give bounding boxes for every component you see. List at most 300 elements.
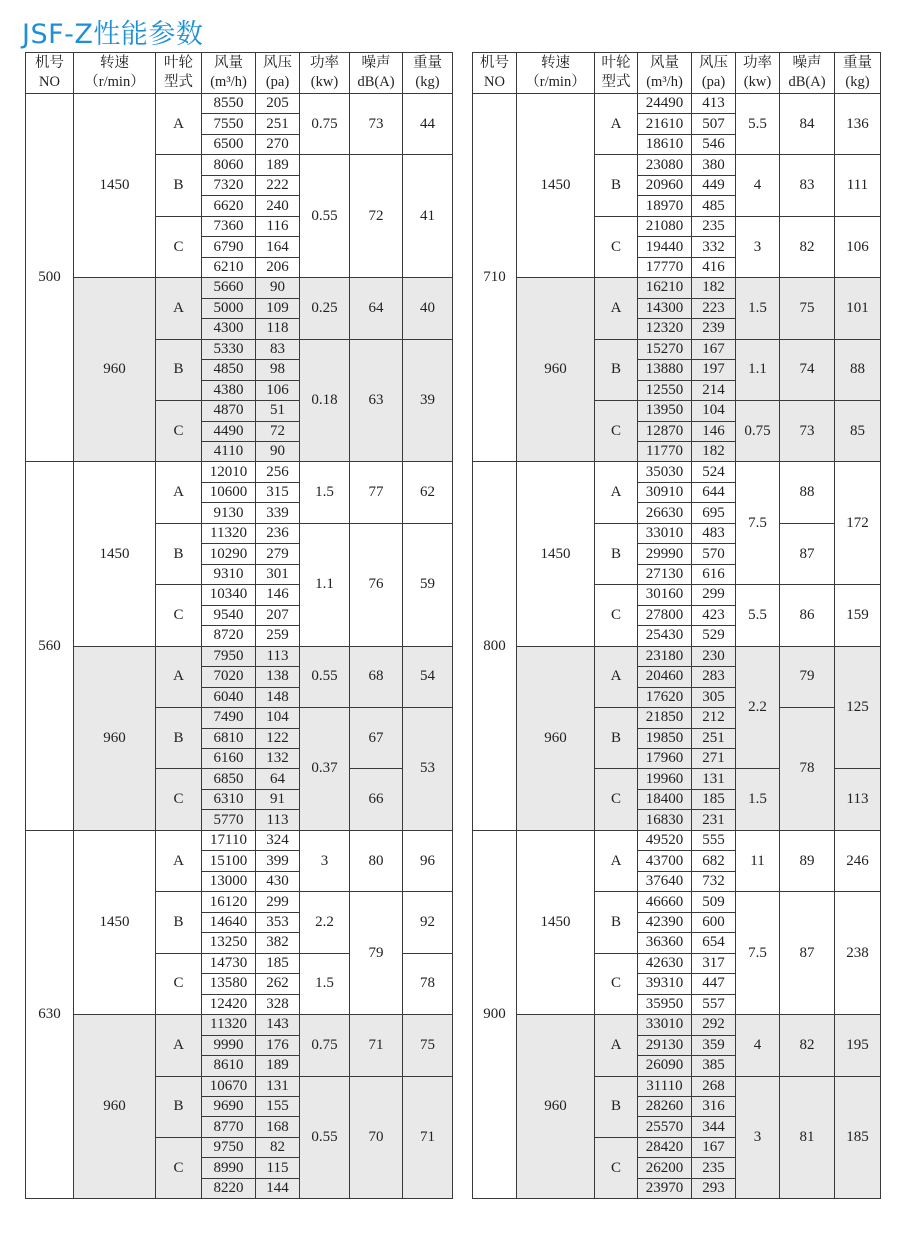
air-flow-cell: 26630: [638, 503, 692, 523]
impeller-type-cell: C: [595, 953, 638, 1014]
air-pressure-cell: 236: [256, 523, 300, 543]
speed-cell: 960: [74, 1015, 156, 1199]
header-row: [26, 53, 453, 94]
air-flow-cell: 13950: [638, 401, 692, 421]
weight-cell: 113: [835, 769, 881, 830]
power-cell: 0.75: [300, 94, 350, 155]
air-pressure-cell: 416: [692, 257, 736, 277]
air-flow-cell: 6810: [202, 728, 256, 748]
noise-cell: 75: [780, 278, 835, 339]
air-flow-cell: 8610: [202, 1056, 256, 1076]
air-flow-cell: 11320: [202, 523, 256, 543]
air-pressure-cell: 98: [256, 360, 300, 380]
air-pressure-cell: 279: [256, 544, 300, 564]
air-pressure-cell: 413: [692, 94, 736, 114]
power-cell: 0.37: [300, 708, 350, 831]
impeller-type-cell: B: [156, 892, 202, 953]
noise-cell: 84: [780, 94, 835, 155]
impeller-type-cell: C: [156, 216, 202, 277]
noise-cell: 79: [780, 646, 835, 707]
impeller-type-cell: A: [595, 830, 638, 891]
impeller-type-cell: C: [156, 401, 202, 462]
impeller-type-cell: A: [156, 830, 202, 891]
header-air-pressure: 风压 (pa): [256, 53, 300, 94]
impeller-type-cell: B: [156, 155, 202, 216]
header-power: 功率 (kw): [736, 53, 780, 94]
impeller-type-cell: B: [595, 523, 638, 584]
air-flow-cell: 13000: [202, 871, 256, 891]
air-flow-cell: 30160: [638, 585, 692, 605]
air-pressure-cell: 299: [692, 585, 736, 605]
air-pressure-cell: 507: [692, 114, 736, 134]
noise-cell: 71: [350, 1015, 403, 1076]
weight-cell: 44: [403, 94, 453, 155]
power-cell: 1.5: [300, 462, 350, 523]
air-flow-cell: 33010: [638, 523, 692, 543]
speed-cell: 1450: [74, 830, 156, 1014]
air-pressure-cell: 122: [256, 728, 300, 748]
header-noise: 噪声 dB(A): [350, 53, 403, 94]
air-pressure-cell: 317: [692, 953, 736, 973]
table-row: [473, 1015, 881, 1035]
air-pressure-cell: 104: [692, 401, 736, 421]
machine-no-cell: 500: [26, 94, 74, 462]
air-flow-cell: 13580: [202, 974, 256, 994]
power-cell: 0.55: [300, 1076, 350, 1199]
air-pressure-cell: 293: [692, 1178, 736, 1198]
machine-no-cell: 710: [473, 94, 517, 462]
air-pressure-cell: 116: [256, 216, 300, 236]
air-pressure-cell: 231: [692, 810, 736, 830]
impeller-type-cell: B: [595, 708, 638, 769]
air-flow-cell: 7320: [202, 175, 256, 195]
air-flow-cell: 19850: [638, 728, 692, 748]
impeller-type-cell: A: [595, 646, 638, 707]
air-pressure-cell: 268: [692, 1076, 736, 1096]
weight-cell: 54: [403, 646, 453, 707]
air-flow-cell: 35950: [638, 994, 692, 1014]
weight-cell: 185: [835, 1076, 881, 1199]
air-pressure-cell: 380: [692, 155, 736, 175]
weight-cell: 40: [403, 278, 453, 339]
air-flow-cell: 9540: [202, 605, 256, 625]
air-flow-cell: 23080: [638, 155, 692, 175]
air-flow-cell: 6310: [202, 789, 256, 809]
air-pressure-cell: 305: [692, 687, 736, 707]
noise-cell: 74: [780, 339, 835, 400]
air-pressure-cell: 72: [256, 421, 300, 441]
air-pressure-cell: 654: [692, 933, 736, 953]
air-flow-cell: 43700: [638, 851, 692, 871]
weight-cell: 85: [835, 401, 881, 462]
air-pressure-cell: 207: [256, 605, 300, 625]
air-flow-cell: 27800: [638, 605, 692, 625]
air-flow-cell: 17110: [202, 830, 256, 850]
weight-cell: 92: [403, 892, 453, 953]
air-flow-cell: 42390: [638, 912, 692, 932]
weight-cell: 75: [403, 1015, 453, 1076]
air-flow-cell: 23970: [638, 1178, 692, 1198]
air-pressure-cell: 449: [692, 175, 736, 195]
power-cell: 5.5: [736, 94, 780, 155]
impeller-type-cell: A: [595, 94, 638, 155]
power-cell: 1.5: [736, 769, 780, 830]
air-flow-cell: 6620: [202, 196, 256, 216]
power-cell: 0.75: [736, 401, 780, 462]
noise-cell: 87: [780, 892, 835, 1015]
air-flow-cell: 7550: [202, 114, 256, 134]
air-pressure-cell: 168: [256, 1117, 300, 1137]
air-flow-cell: 18610: [638, 134, 692, 154]
impeller-type-cell: A: [156, 462, 202, 523]
header-weight: 重量 (kg): [835, 53, 881, 94]
power-cell: 0.25: [300, 278, 350, 339]
air-pressure-cell: 167: [692, 339, 736, 359]
air-flow-cell: 10600: [202, 482, 256, 502]
header-machine-no: 机号 NO: [26, 53, 74, 94]
air-pressure-cell: 732: [692, 871, 736, 891]
air-flow-cell: 5660: [202, 278, 256, 298]
air-flow-cell: 25570: [638, 1117, 692, 1137]
air-pressure-cell: 270: [256, 134, 300, 154]
noise-cell: 79: [350, 892, 403, 1015]
header-speed: 转速 （r/min）: [74, 53, 156, 94]
air-flow-cell: 8990: [202, 1158, 256, 1178]
air-flow-cell: 8550: [202, 94, 256, 114]
header-air-flow: 风量 (m³/h): [202, 53, 256, 94]
air-flow-cell: 18400: [638, 789, 692, 809]
speed-cell: 960: [74, 646, 156, 830]
air-pressure-cell: 557: [692, 994, 736, 1014]
noise-cell: 81: [780, 1076, 835, 1199]
air-pressure-cell: 206: [256, 257, 300, 277]
performance-table-left: [25, 52, 453, 1199]
air-pressure-cell: 644: [692, 482, 736, 502]
air-pressure-cell: 182: [692, 278, 736, 298]
power-cell: 2.2: [300, 892, 350, 953]
air-pressure-cell: 339: [256, 503, 300, 523]
air-pressure-cell: 185: [256, 953, 300, 973]
air-pressure-cell: 259: [256, 626, 300, 646]
air-pressure-cell: 423: [692, 605, 736, 625]
air-flow-cell: 16210: [638, 278, 692, 298]
air-pressure-cell: 185: [692, 789, 736, 809]
weight-cell: 41: [403, 155, 453, 278]
air-flow-cell: 37640: [638, 871, 692, 891]
air-pressure-cell: 328: [256, 994, 300, 1014]
air-pressure-cell: 332: [692, 237, 736, 257]
air-flow-cell: 8060: [202, 155, 256, 175]
machine-no-cell: 800: [473, 462, 517, 830]
air-pressure-cell: 205: [256, 94, 300, 114]
machine-no-cell: 560: [26, 462, 74, 830]
air-flow-cell: 12320: [638, 319, 692, 339]
air-pressure-cell: 616: [692, 564, 736, 584]
air-pressure-cell: 483: [692, 523, 736, 543]
air-flow-cell: 6210: [202, 257, 256, 277]
air-pressure-cell: 509: [692, 892, 736, 912]
table-row: [473, 278, 881, 298]
air-flow-cell: 13880: [638, 360, 692, 380]
air-flow-cell: 8220: [202, 1178, 256, 1198]
speed-cell: 960: [517, 1015, 595, 1199]
air-flow-cell: 6850: [202, 769, 256, 789]
air-flow-cell: 16120: [202, 892, 256, 912]
air-pressure-cell: 148: [256, 687, 300, 707]
air-pressure-cell: 118: [256, 319, 300, 339]
air-pressure-cell: 695: [692, 503, 736, 523]
power-cell: 7.5: [736, 462, 780, 585]
air-flow-cell: 12870: [638, 421, 692, 441]
impeller-type-cell: C: [595, 401, 638, 462]
air-flow-cell: 27130: [638, 564, 692, 584]
air-pressure-cell: 256: [256, 462, 300, 482]
impeller-type-cell: A: [156, 1015, 202, 1076]
power-cell: 7.5: [736, 892, 780, 1015]
air-flow-cell: 9310: [202, 564, 256, 584]
noise-cell: 78: [780, 708, 835, 831]
air-flow-cell: 17960: [638, 749, 692, 769]
air-pressure-cell: 301: [256, 564, 300, 584]
air-pressure-cell: 299: [256, 892, 300, 912]
weight-cell: 246: [835, 830, 881, 891]
air-pressure-cell: 222: [256, 175, 300, 195]
noise-cell: 89: [780, 830, 835, 891]
air-pressure-cell: 546: [692, 134, 736, 154]
table-row: [473, 462, 881, 482]
air-flow-cell: 11320: [202, 1015, 256, 1035]
air-pressure-cell: 524: [692, 462, 736, 482]
air-flow-cell: 9990: [202, 1035, 256, 1055]
air-pressure-cell: 235: [692, 216, 736, 236]
noise-cell: 64: [350, 278, 403, 339]
air-flow-cell: 5000: [202, 298, 256, 318]
noise-cell: 76: [350, 523, 403, 646]
air-pressure-cell: 251: [692, 728, 736, 748]
weight-cell: 159: [835, 585, 881, 646]
speed-cell: 1450: [74, 462, 156, 646]
air-pressure-cell: 399: [256, 851, 300, 871]
speed-cell: 1450: [517, 94, 595, 278]
air-pressure-cell: 555: [692, 830, 736, 850]
speed-cell: 960: [74, 278, 156, 462]
impeller-type-cell: C: [156, 769, 202, 830]
air-pressure-cell: 115: [256, 1158, 300, 1178]
weight-cell: 88: [835, 339, 881, 400]
air-flow-cell: 25430: [638, 626, 692, 646]
impeller-type-cell: C: [595, 1137, 638, 1198]
impeller-type-cell: B: [156, 708, 202, 769]
table-row: [26, 830, 453, 850]
machine-no-cell: 900: [473, 830, 517, 1198]
noise-cell: 80: [350, 830, 403, 891]
air-flow-cell: 12420: [202, 994, 256, 1014]
air-flow-cell: 28260: [638, 1096, 692, 1116]
air-pressure-cell: 144: [256, 1178, 300, 1198]
air-flow-cell: 4490: [202, 421, 256, 441]
power-cell: 2.2: [736, 646, 780, 769]
air-pressure-cell: 239: [692, 319, 736, 339]
impeller-type-cell: C: [595, 585, 638, 646]
air-flow-cell: 4870: [202, 401, 256, 421]
air-flow-cell: 29130: [638, 1035, 692, 1055]
weight-cell: 106: [835, 216, 881, 277]
air-pressure-cell: 235: [692, 1158, 736, 1178]
air-pressure-cell: 113: [256, 810, 300, 830]
weight-cell: 172: [835, 462, 881, 585]
air-flow-cell: 14640: [202, 912, 256, 932]
air-flow-cell: 7020: [202, 667, 256, 687]
air-pressure-cell: 251: [256, 114, 300, 134]
air-flow-cell: 6790: [202, 237, 256, 257]
air-pressure-cell: 90: [256, 278, 300, 298]
weight-cell: 39: [403, 339, 453, 462]
air-flow-cell: 20460: [638, 667, 692, 687]
air-pressure-cell: 155: [256, 1096, 300, 1116]
impeller-type-cell: C: [156, 953, 202, 1014]
air-flow-cell: 35030: [638, 462, 692, 482]
machine-no-cell: 630: [26, 830, 74, 1198]
weight-cell: 125: [835, 646, 881, 769]
air-pressure-cell: 344: [692, 1117, 736, 1137]
air-flow-cell: 28420: [638, 1137, 692, 1157]
power-cell: 0.55: [300, 155, 350, 278]
weight-cell: 53: [403, 708, 453, 831]
air-pressure-cell: 262: [256, 974, 300, 994]
air-flow-cell: 4300: [202, 319, 256, 339]
air-pressure-cell: 292: [692, 1015, 736, 1035]
air-flow-cell: 17770: [638, 257, 692, 277]
air-pressure-cell: 146: [692, 421, 736, 441]
air-flow-cell: 42630: [638, 953, 692, 973]
air-pressure-cell: 113: [256, 646, 300, 666]
air-pressure-cell: 90: [256, 441, 300, 461]
power-cell: 3: [300, 830, 350, 891]
speed-cell: 960: [517, 646, 595, 830]
air-pressure-cell: 359: [692, 1035, 736, 1055]
header-machine-no: 机号 NO: [473, 53, 517, 94]
air-flow-cell: 13250: [202, 933, 256, 953]
power-cell: 0.75: [300, 1015, 350, 1076]
header-impeller-type: 叶轮 型式: [595, 53, 638, 94]
speed-cell: 1450: [517, 830, 595, 1014]
air-flow-cell: 26090: [638, 1056, 692, 1076]
air-flow-cell: 19440: [638, 237, 692, 257]
weight-cell: 62: [403, 462, 453, 523]
power-cell: 0.18: [300, 339, 350, 462]
air-pressure-cell: 131: [692, 769, 736, 789]
air-pressure-cell: 51: [256, 401, 300, 421]
air-flow-cell: 15100: [202, 851, 256, 871]
air-flow-cell: 8770: [202, 1117, 256, 1137]
power-cell: 1.5: [736, 278, 780, 339]
air-flow-cell: 19960: [638, 769, 692, 789]
air-pressure-cell: 176: [256, 1035, 300, 1055]
noise-cell: 83: [780, 155, 835, 216]
power-cell: 4: [736, 1015, 780, 1076]
air-pressure-cell: 682: [692, 851, 736, 871]
weight-cell: 195: [835, 1015, 881, 1076]
impeller-type-cell: B: [156, 339, 202, 400]
air-flow-cell: 46660: [638, 892, 692, 912]
table-row: [473, 94, 881, 114]
air-pressure-cell: 223: [692, 298, 736, 318]
air-pressure-cell: 189: [256, 1056, 300, 1076]
air-pressure-cell: 189: [256, 155, 300, 175]
air-flow-cell: 9690: [202, 1096, 256, 1116]
air-flow-cell: 4850: [202, 360, 256, 380]
air-flow-cell: 5330: [202, 339, 256, 359]
air-flow-cell: 10340: [202, 585, 256, 605]
noise-cell: 73: [780, 401, 835, 462]
impeller-type-cell: B: [595, 339, 638, 400]
impeller-type-cell: B: [595, 1076, 638, 1137]
power-cell: 4: [736, 155, 780, 216]
air-flow-cell: 23180: [638, 646, 692, 666]
air-flow-cell: 6040: [202, 687, 256, 707]
header-speed: 转速 （r/min）: [517, 53, 595, 94]
air-flow-cell: 21850: [638, 708, 692, 728]
table-row: [26, 94, 453, 114]
impeller-type-cell: A: [595, 462, 638, 523]
air-flow-cell: 17620: [638, 687, 692, 707]
air-pressure-cell: 109: [256, 298, 300, 318]
table-row: [26, 1015, 453, 1035]
weight-cell: 96: [403, 830, 453, 891]
air-flow-cell: 18970: [638, 196, 692, 216]
air-pressure-cell: 143: [256, 1015, 300, 1035]
air-flow-cell: 10290: [202, 544, 256, 564]
speed-cell: 1450: [74, 94, 156, 278]
noise-cell: 77: [350, 462, 403, 523]
air-flow-cell: 49520: [638, 830, 692, 850]
header-air-pressure: 风压 (pa): [692, 53, 736, 94]
air-pressure-cell: 64: [256, 769, 300, 789]
performance-table-right: [472, 52, 881, 1199]
air-flow-cell: 20960: [638, 175, 692, 195]
noise-cell: 70: [350, 1076, 403, 1199]
weight-cell: 136: [835, 94, 881, 155]
air-flow-cell: 29990: [638, 544, 692, 564]
air-pressure-cell: 164: [256, 237, 300, 257]
table-row: [26, 278, 453, 298]
air-pressure-cell: 600: [692, 912, 736, 932]
air-pressure-cell: 182: [692, 441, 736, 461]
impeller-type-cell: A: [595, 278, 638, 339]
noise-cell: 68: [350, 646, 403, 707]
air-pressure-cell: 353: [256, 912, 300, 932]
weight-cell: 78: [403, 953, 453, 1014]
air-pressure-cell: 212: [692, 708, 736, 728]
air-pressure-cell: 138: [256, 667, 300, 687]
weight-cell: 111: [835, 155, 881, 216]
air-flow-cell: 8720: [202, 626, 256, 646]
weight-cell: 59: [403, 523, 453, 646]
air-pressure-cell: 385: [692, 1056, 736, 1076]
air-pressure-cell: 214: [692, 380, 736, 400]
speed-cell: 1450: [517, 462, 595, 646]
air-flow-cell: 4110: [202, 441, 256, 461]
air-flow-cell: 21610: [638, 114, 692, 134]
air-pressure-cell: 131: [256, 1076, 300, 1096]
impeller-type-cell: B: [595, 155, 638, 216]
air-pressure-cell: 529: [692, 626, 736, 646]
header-row: [473, 53, 881, 94]
air-flow-cell: 14730: [202, 953, 256, 973]
power-cell: 3: [736, 216, 780, 277]
air-pressure-cell: 132: [256, 749, 300, 769]
air-pressure-cell: 197: [692, 360, 736, 380]
